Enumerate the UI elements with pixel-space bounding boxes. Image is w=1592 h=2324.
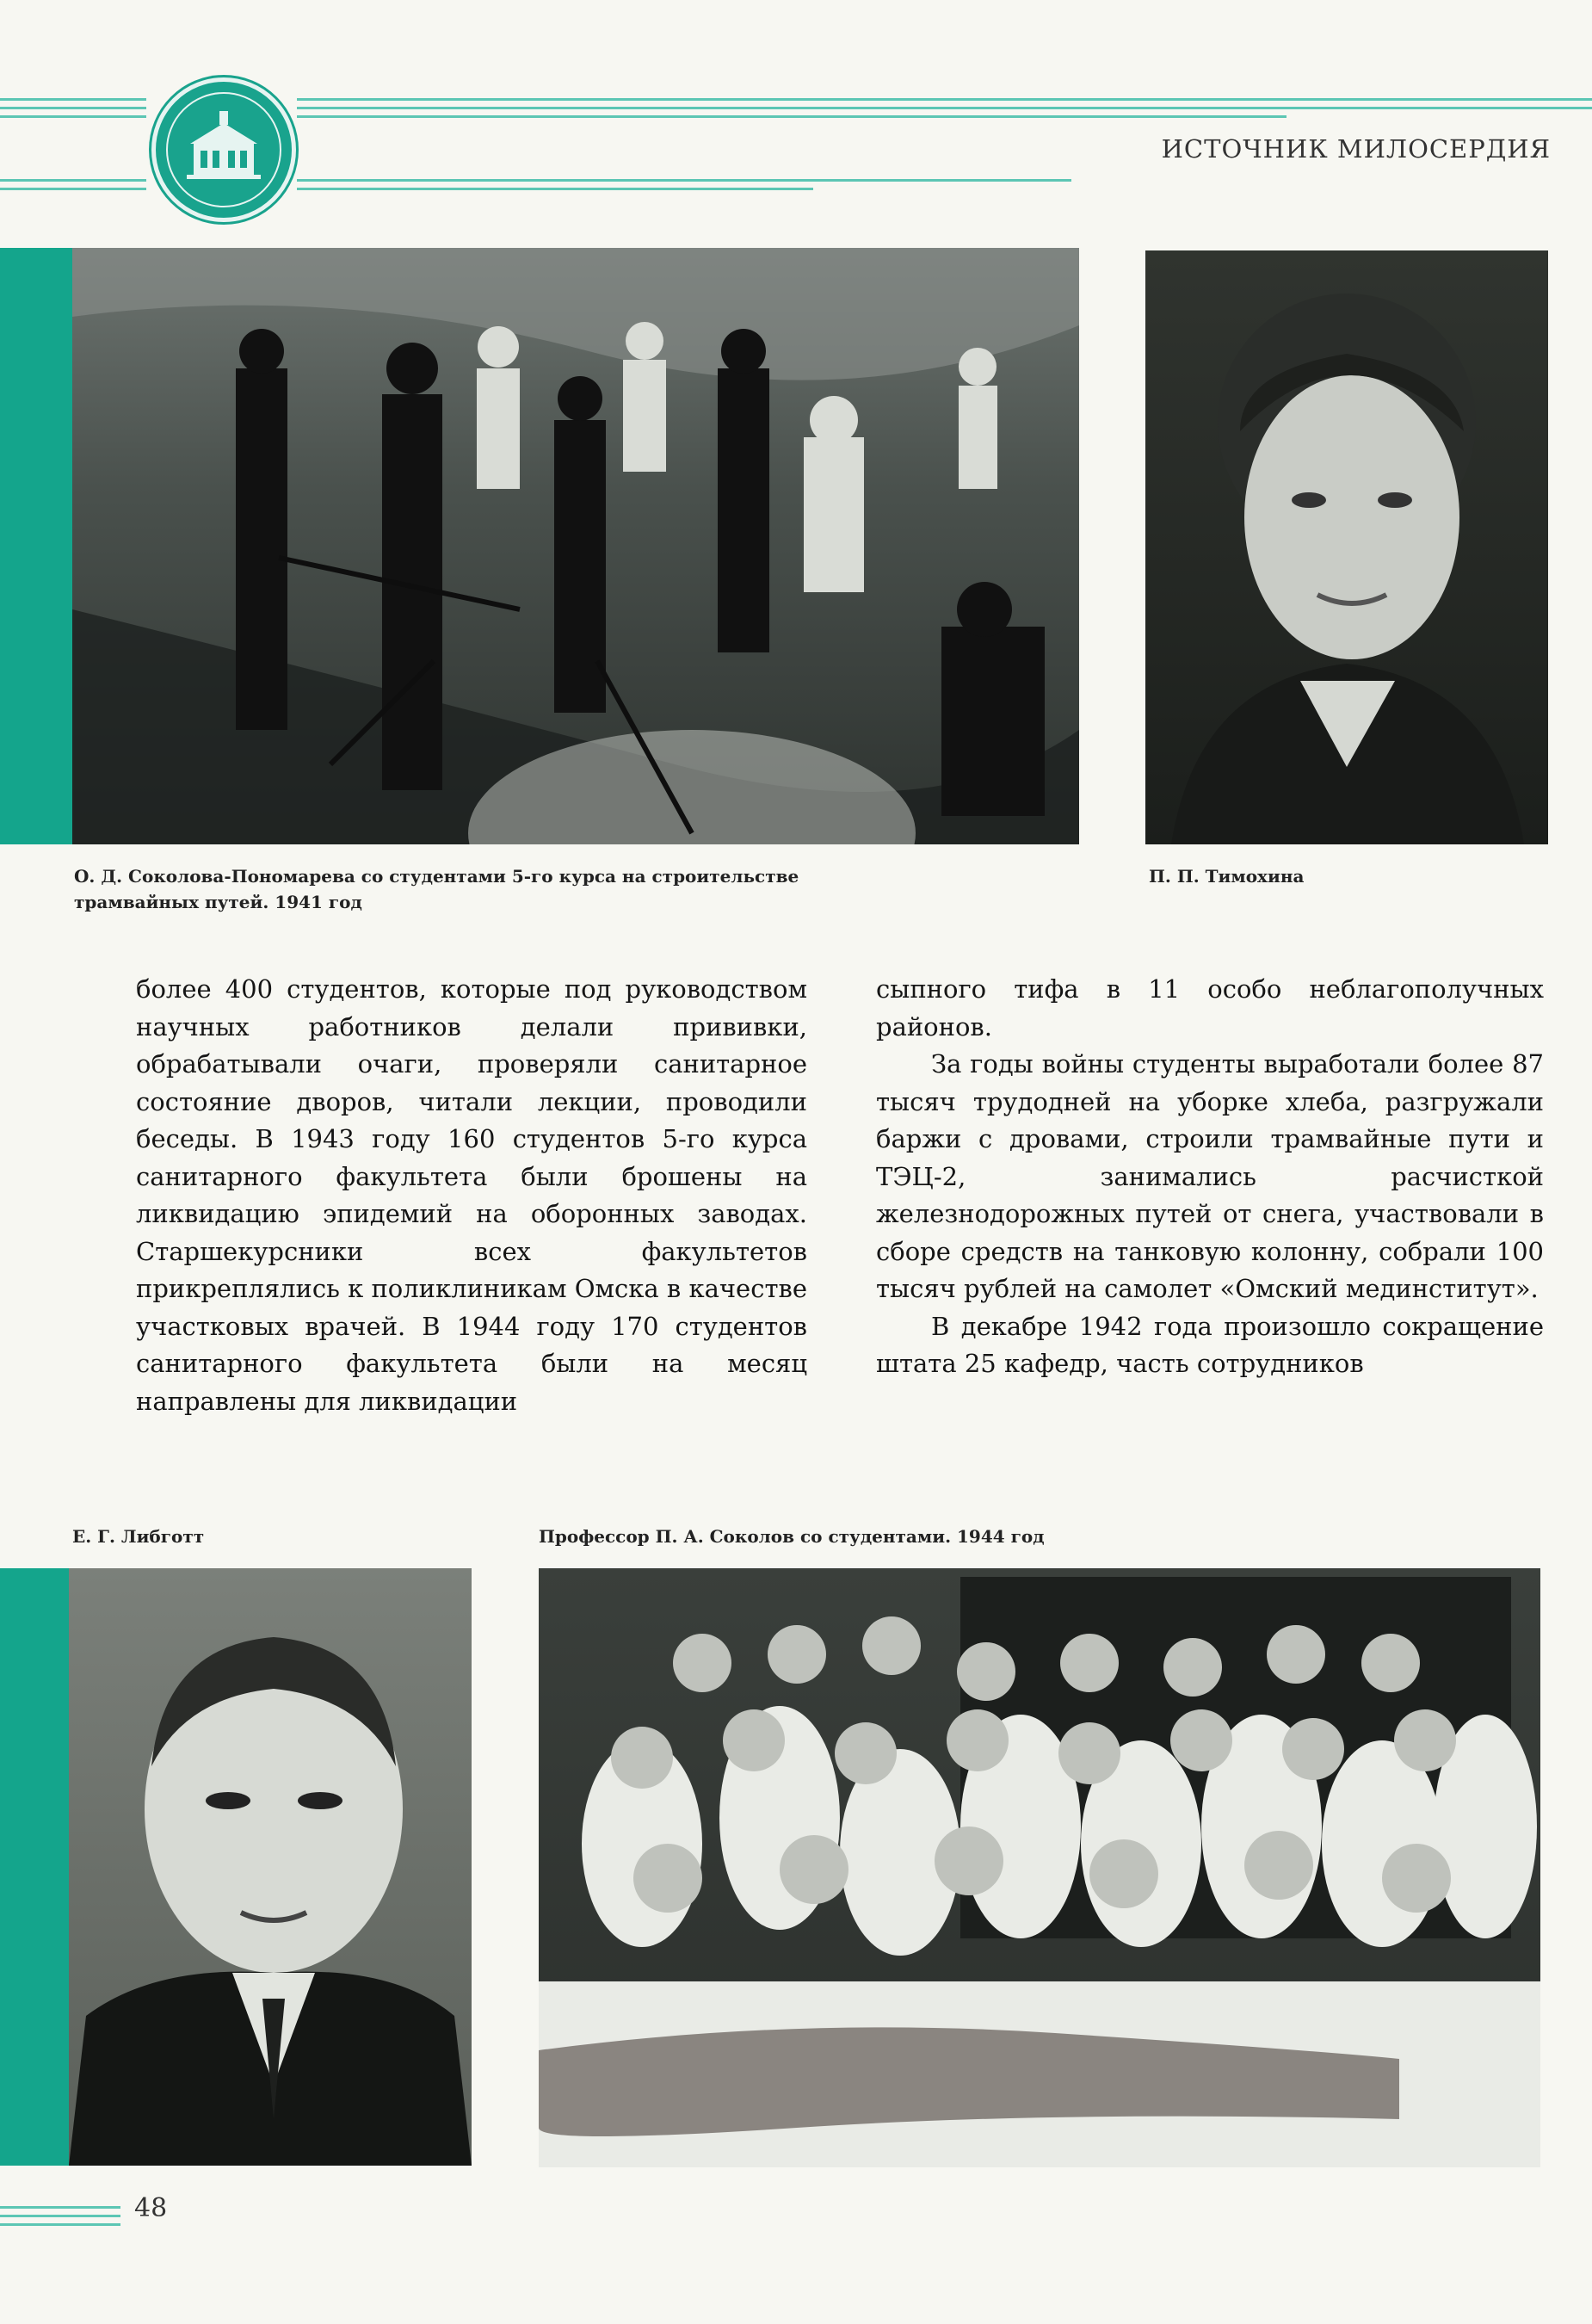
caption-sokolov-students: Профессор П. А. Соколов со студентами. 1944 год <box>539 1526 1045 1547</box>
page-number: 48 <box>134 2193 168 2223</box>
accent-bar-bottom <box>0 1568 69 2166</box>
footer-stripe <box>0 2223 120 2226</box>
header-stripe <box>0 115 146 118</box>
paragraph: более 400 студентов, которые под руководством научных работников делали прививки, обрабатывали очаги, проверяли санитарное состояние дворов, читали лекции, проводили беседы. В 1943 году 160 студентов 5-го курса санитарного факультета были брошены на ликвидацию эпидемий на оборонных заводах. Старшекурсники всех факультетов прикреплялись к поликлиникам Омска в качестве участковых врачей. В 1944 году 170 студентов санитарного факультета были на месяц направлены для ликвидации <box>136 974 807 1416</box>
photo-portrait-timokhina <box>1145 250 1548 844</box>
photo-portrait-libgott <box>69 1568 472 2166</box>
text-column-left <box>136 971 807 1420</box>
header-stripe <box>297 179 1071 182</box>
section-title: ИСТОЧНИК МИЛОСЕРДИЯ <box>1161 134 1551 164</box>
university-logo <box>151 77 296 222</box>
header-stripe <box>297 188 813 190</box>
caption-timokhina: П. П. Тимохина <box>1149 866 1305 887</box>
paragraph: В декабре 1942 года произошло сокращение штата 25 кафедр, часть сотрудников <box>876 1311 1544 1378</box>
header-stripe <box>0 188 146 190</box>
footer-stripe <box>0 2215 120 2217</box>
header-stripe <box>0 98 146 101</box>
photo-tram-construction <box>72 248 1079 844</box>
paragraph: За годы войны студенты выработали более 87 тысяч трудодней на уборке хлеба, разгружали баржи с дровами, строили трамвайные пути и ТЭЦ-2, занимались расчисткой железнодорожных путей от снега, участвовали в сборе средств на танковую колонну, собрали 100 тысяч рублей на самолет «Омский мединститут». <box>876 1049 1544 1303</box>
caption-tram-construction: О. Д. Соколова-Пономарева со студентами 5-го курса на строительстве трамвайных путей. 1941 год <box>74 866 799 912</box>
header-stripe <box>0 107 146 109</box>
caption-libgott: Е. Г. Либготт <box>72 1526 205 1547</box>
paragraph: сыпного тифа в 11 особо неблагополучных районов. <box>876 974 1544 1041</box>
text-column-right <box>876 971 1544 1383</box>
accent-bar-top <box>0 248 72 844</box>
header-stripe <box>297 115 1287 118</box>
photo-sokolov-students <box>539 1568 1540 2167</box>
footer-stripe <box>0 2206 120 2209</box>
header-stripe <box>0 179 146 182</box>
header-stripe <box>297 107 1592 109</box>
university-building-emblem-icon <box>156 82 292 218</box>
header-stripe <box>297 98 1592 101</box>
